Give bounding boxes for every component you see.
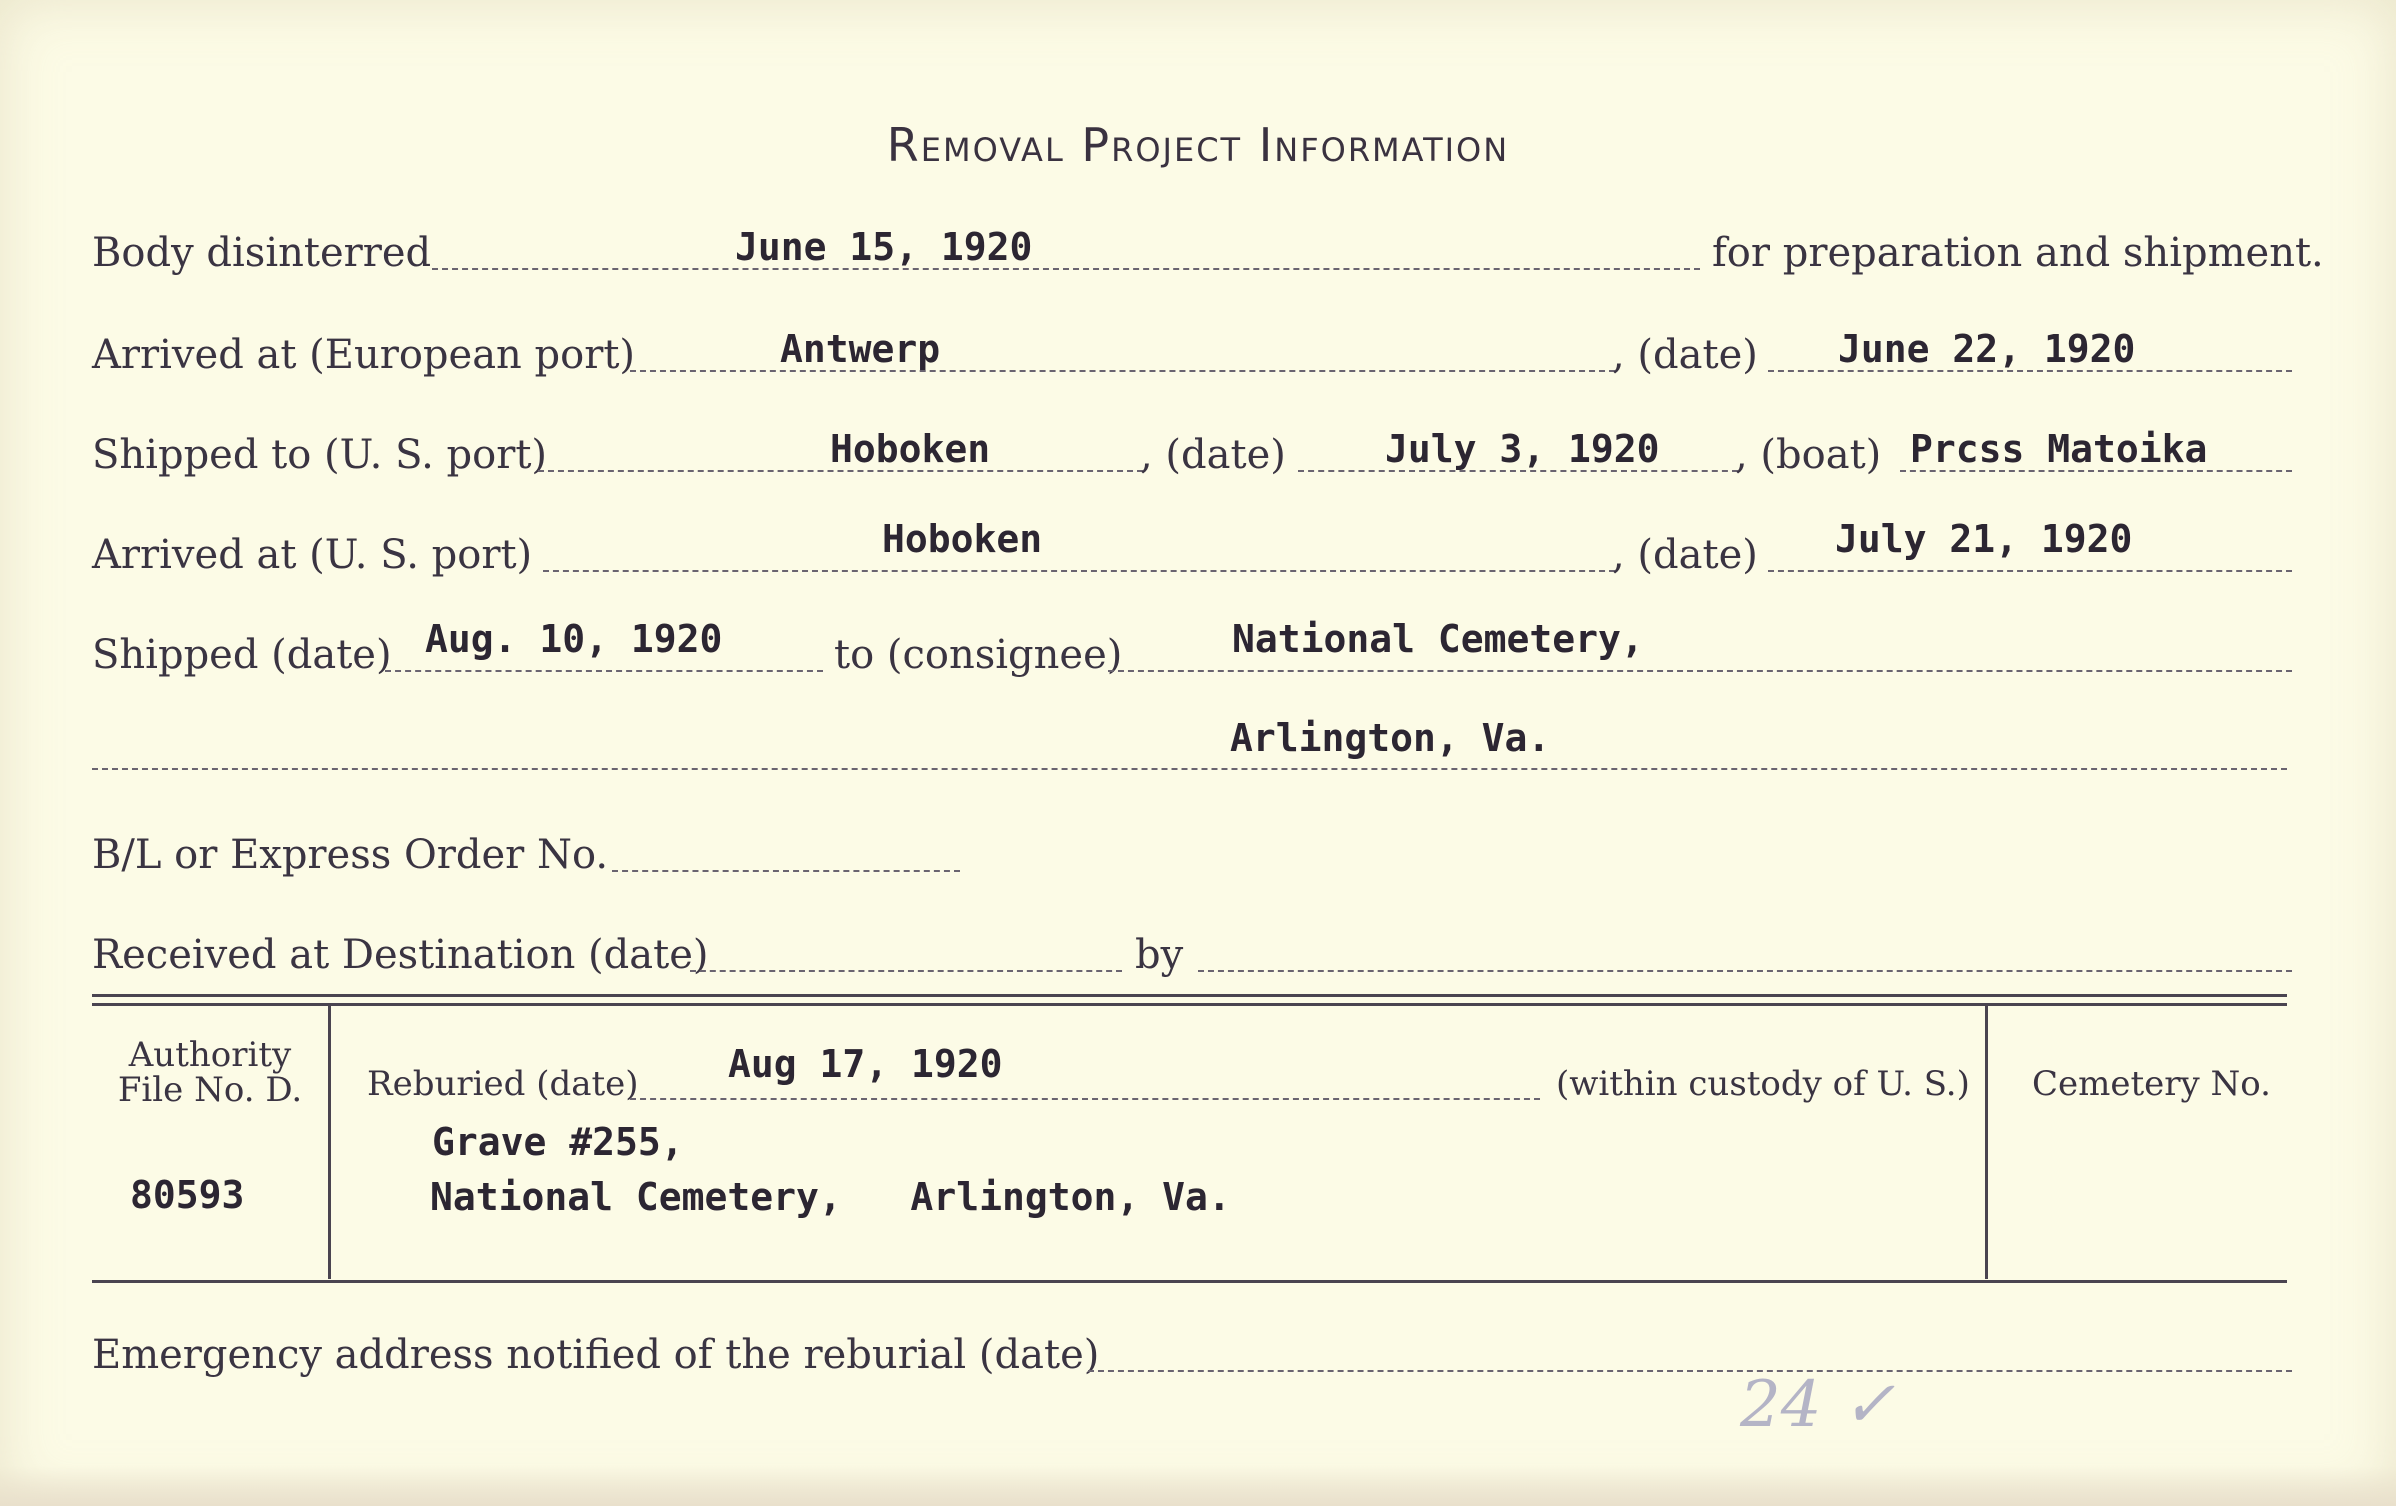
arrived-us-line	[543, 570, 1615, 572]
shipped-final-label: Shipped (date)	[92, 632, 392, 678]
shipped-final-line	[385, 670, 823, 672]
for-preparation-label: for preparation and shipment.	[1712, 230, 2324, 276]
cemetery-no-label: Cemetery No.	[2032, 1064, 2271, 1104]
double-rule-top	[92, 994, 2287, 997]
shipped-to-us-value: Hoboken	[830, 427, 991, 471]
consignee-label: to (consignee)	[834, 632, 1123, 678]
reburied-line	[630, 1098, 1540, 1100]
arrived-european-label: Arrived at (European port)	[92, 332, 636, 378]
body-disinterred-value: June 15, 1920	[735, 225, 1033, 269]
authority-label-1: Authority	[128, 1035, 292, 1075]
arrived-date-label: , (date)	[1612, 532, 1758, 578]
boat-value: Prcss Matoika	[1910, 427, 2208, 471]
bl-line	[612, 870, 960, 872]
custody-label: (within custody of U. S.)	[1556, 1064, 1970, 1104]
reburied-label: Reburied (date)	[367, 1064, 639, 1104]
handwritten-annotation: 24 ✓	[1740, 1368, 1896, 1442]
box-divider-left	[328, 1005, 331, 1279]
received-date-line	[690, 970, 1122, 972]
card-edge-wear	[0, 1466, 2396, 1506]
box-bottom-rule	[92, 1280, 2287, 1283]
emergency-line	[1088, 1370, 2292, 1372]
box-divider-right	[1985, 1005, 1988, 1279]
shipped-date-value: July 3, 1920	[1385, 427, 1660, 471]
bl-label: B/L or Express Order No.	[92, 832, 609, 878]
authority-file-value: 80593	[130, 1173, 245, 1217]
body-disinterred-label: Body disinterred	[92, 230, 432, 276]
boat-label: , (boat)	[1735, 432, 1882, 478]
arrived-us-label: Arrived at (U. S. port)	[92, 532, 533, 578]
body-disinterred-line	[432, 268, 1700, 270]
consignee-value-2: Arlington, Va.	[1230, 716, 1551, 760]
authority-label-2: File No. D.	[117, 1070, 303, 1110]
shipped-date-label: , (date)	[1140, 432, 1286, 478]
consignee-line-1	[1108, 670, 2292, 672]
arrived-us-value: Hoboken	[882, 517, 1043, 561]
form-title: Removal Project Information	[886, 118, 1510, 172]
european-port-value: Antwerp	[780, 327, 941, 371]
double-rule-bottom	[92, 1003, 2287, 1006]
european-date-label: , (date)	[1612, 332, 1758, 378]
by-line	[1198, 970, 2292, 972]
grave-line-2: National Cemetery, Arlington, Va.	[430, 1175, 1231, 1219]
shipped-final-value: Aug. 10, 1920	[425, 617, 723, 661]
arrived-date-value: July 21, 1920	[1835, 517, 2133, 561]
consignee-line-2	[92, 768, 2287, 770]
grave-line-1: Grave #255,	[432, 1120, 684, 1164]
european-port-line	[630, 370, 1615, 372]
arrived-date-line	[1768, 570, 2292, 572]
shipped-to-us-label: Shipped to (U. S. port)	[92, 432, 547, 478]
received-label: Received at Destination (date)	[92, 932, 709, 978]
european-date-value: June 22, 1920	[1838, 327, 2136, 371]
reburied-value: Aug 17, 1920	[728, 1042, 1003, 1086]
by-label: by	[1135, 932, 1184, 978]
emergency-label: Emergency address notified of the reburial (date)	[92, 1332, 1100, 1378]
consignee-value-1: National Cemetery,	[1232, 617, 1644, 661]
